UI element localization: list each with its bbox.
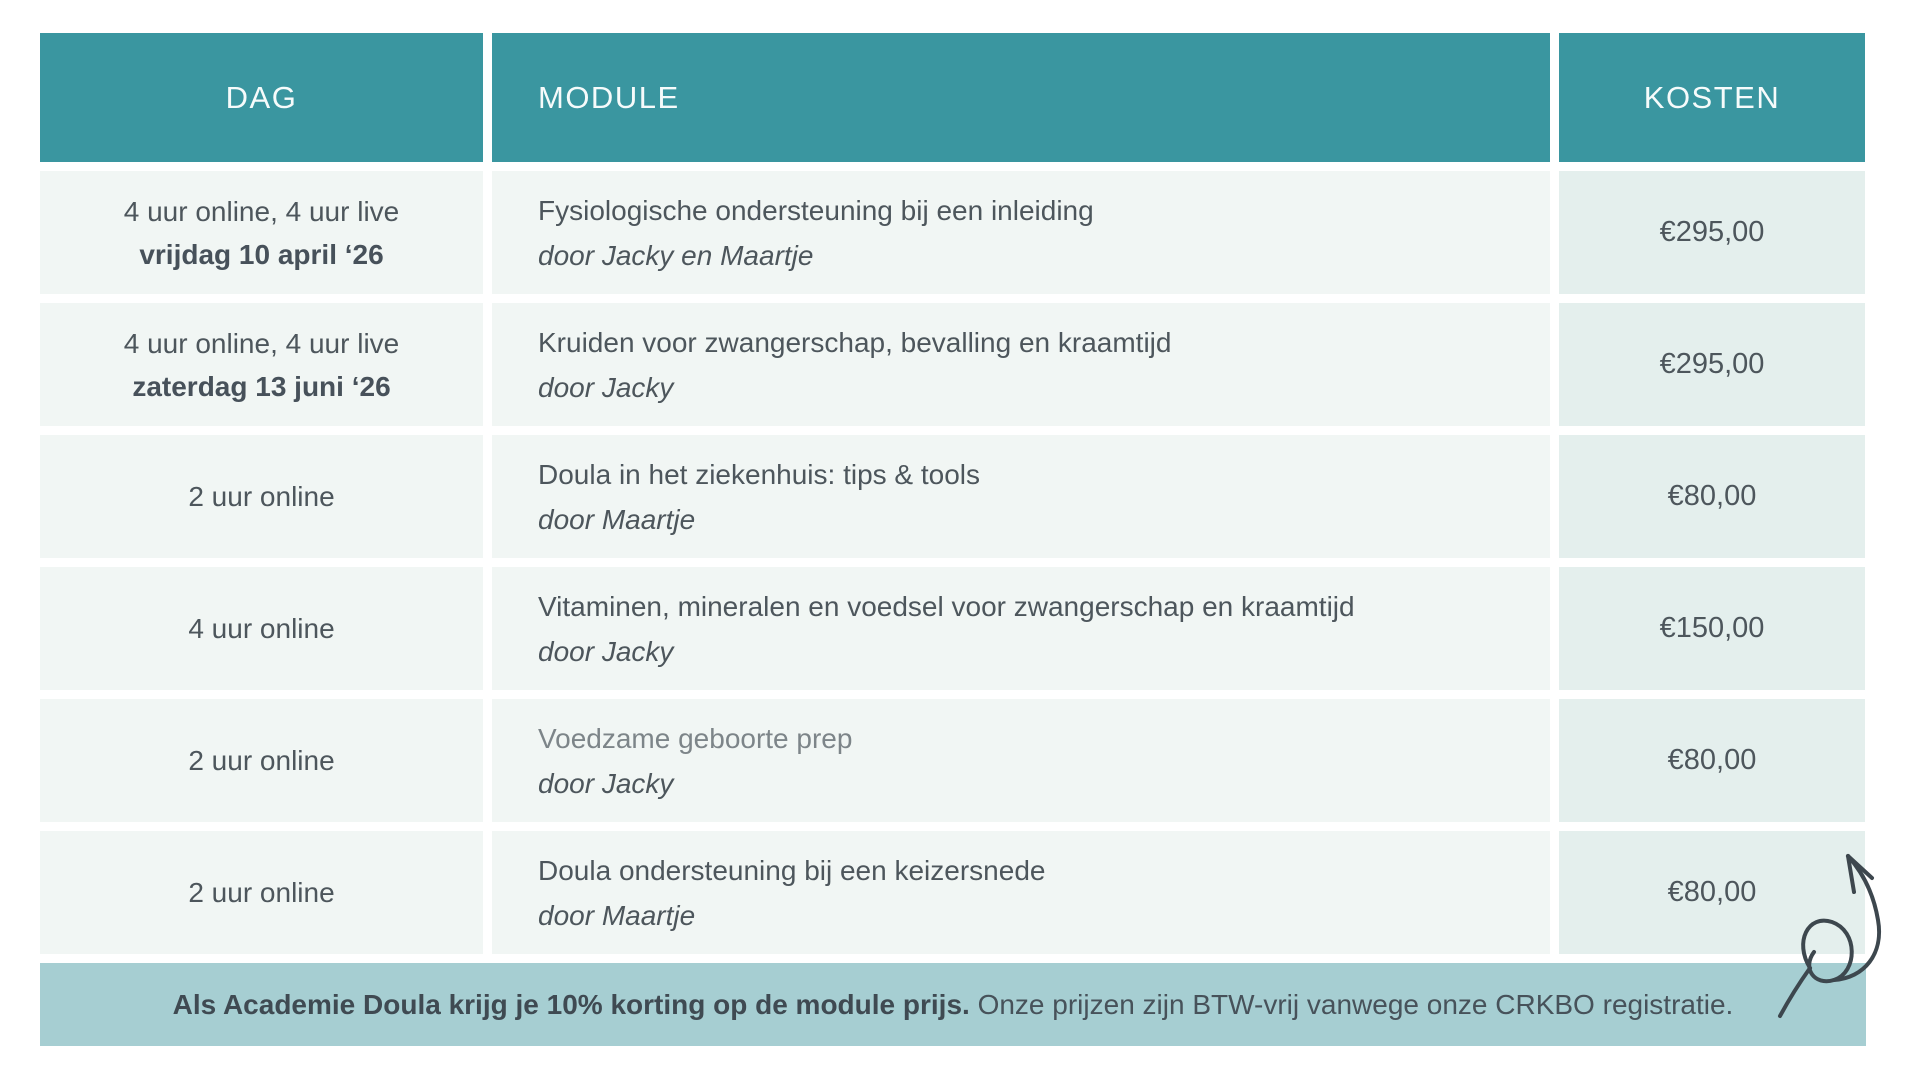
cost-cell: [1559, 699, 1865, 822]
column-header-kosten: [1559, 33, 1865, 162]
module-cell: [492, 171, 1550, 294]
module-cell: [492, 699, 1550, 822]
cost-value: €80,00: [1667, 744, 1757, 776]
discount-note: [40, 963, 1866, 1046]
module-title: Kruiden voor zwangerschap, bevalling en kraamtijd: [538, 326, 1172, 358]
discount-note-text: [173, 989, 1734, 1021]
column-header-dag: [40, 33, 483, 162]
cost-cell: [1559, 171, 1865, 294]
day-cell: [40, 435, 483, 558]
column-header-module: [492, 33, 1550, 162]
cost-value: €295,00: [1659, 348, 1765, 380]
day-hours: 2 uur online: [188, 877, 335, 908]
discount-note-regular: Onze prijzen zijn BTW-vrij vanwege onze CRKBO registratie.: [969, 988, 1734, 1020]
column-header-label: DAG: [225, 79, 298, 115]
module-title: Doula ondersteuning bij een keizersnede: [538, 854, 1046, 886]
module-cell: [492, 831, 1550, 954]
day-hours: 4 uur online, 4 uur live: [123, 195, 400, 227]
module-author: door Jacky en Maartje: [538, 239, 814, 271]
day-cell: [40, 303, 483, 426]
day-hours: 4 uur online, 4 uur live: [123, 327, 400, 359]
discount-note-bold: Als Academie Doula krijg je 10% korting op de module prijs.: [172, 988, 970, 1020]
day-cell: [40, 171, 483, 294]
cost-value: €150,00: [1659, 612, 1765, 644]
day-hours: 2 uur online: [188, 745, 335, 776]
module-cell: [492, 303, 1550, 426]
column-header-label: MODULE: [538, 79, 680, 115]
module-cell: [492, 435, 1550, 558]
module-author: door Jacky: [538, 767, 674, 799]
day-date: zaterdag 13 juni ‘26: [132, 370, 391, 402]
day-date: vrijdag 10 april ‘26: [139, 238, 384, 270]
module-author: door Jacky: [538, 635, 674, 667]
day-hours: 2 uur online: [188, 481, 335, 512]
day-cell: [40, 699, 483, 822]
day-cell: [40, 567, 483, 690]
module-author: door Maartje: [538, 899, 696, 931]
cost-cell: [1559, 567, 1865, 690]
cost-value: €80,00: [1667, 480, 1757, 512]
module-pricing-table: [40, 33, 1866, 954]
module-title: Doula in het ziekenhuis: tips & tools: [538, 458, 981, 490]
module-author: door Maartje: [538, 503, 696, 535]
module-cell: [492, 567, 1550, 690]
day-cell: [40, 831, 483, 954]
cost-value: €80,00: [1667, 876, 1757, 908]
cost-value: €295,00: [1659, 216, 1765, 248]
cost-cell: [1559, 435, 1865, 558]
module-title: Fysiologische ondersteuning bij een inleiding: [538, 194, 1094, 226]
hand-drawn-arrow-icon: [1742, 826, 1920, 1036]
module-title: Vitaminen, mineralen en voedsel voor zwangerschap en kraamtijd: [538, 590, 1355, 622]
module-author: door Jacky: [538, 371, 674, 403]
column-header-label: KOSTEN: [1643, 79, 1781, 115]
cost-cell: [1559, 303, 1865, 426]
day-hours: 4 uur online: [188, 613, 335, 644]
module-title: Voedzame geboorte prep: [538, 722, 853, 754]
